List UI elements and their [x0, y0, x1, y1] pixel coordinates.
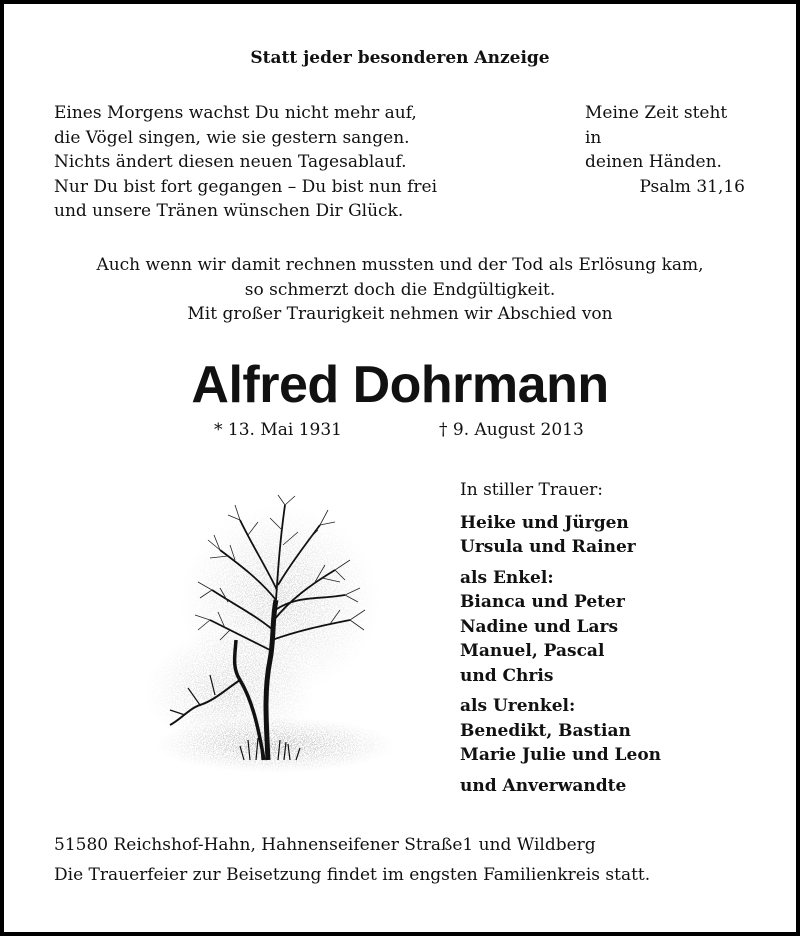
mourner-group-label: als Enkel:	[460, 567, 554, 588]
mourners-list	[460, 478, 661, 804]
intro-text	[0, 253, 800, 327]
notice-footer	[54, 830, 650, 890]
poem-line: und unsere Tränen wünschen Dir Glück.	[54, 201, 404, 221]
mourner-name: Bianca und Peter	[460, 592, 625, 612]
psalm-quote	[585, 101, 745, 199]
intro-line: so schmerzt doch die Endgültigkeit.	[244, 279, 556, 300]
psalm-reference: Psalm 31,16	[639, 176, 745, 197]
death-date: † 9. August 2013	[439, 420, 584, 440]
mourner-name: Benedikt, Bastian	[460, 720, 631, 741]
mourner-name: und Anverwandte	[460, 775, 627, 796]
mourner-name: und Chris	[460, 665, 554, 686]
mourner-group	[460, 511, 661, 560]
tree-illustration	[140, 490, 410, 780]
address: 51580 Reichshof-Hahn, Hahnenseifener Straße1 und Wildberg	[54, 835, 596, 855]
mourner-group-label: als Urenkel:	[460, 696, 576, 716]
tree-icon	[140, 490, 410, 780]
mourner-name: Manuel, Pascal	[460, 641, 605, 661]
poem-line: Nichts ändert diesen neuen Tagesablauf.	[54, 152, 407, 172]
mourner-name: Nadine und Lars	[460, 616, 619, 637]
poem	[54, 101, 437, 224]
notice-heading: Statt jeder besonderen Anzeige	[250, 48, 550, 68]
birth-date: * 13. Mai 1931	[214, 420, 342, 440]
psalm-line: Meine Zeit steht in	[585, 103, 728, 148]
mourner-name: Ursula und Rainer	[460, 537, 636, 557]
mourners-lead: In stiller Trauer:	[460, 480, 603, 500]
intro-line: Mit großer Traurigkeit nehmen wir Abschied von	[187, 304, 613, 324]
psalm-line: deinen Händen.	[585, 152, 722, 172]
deceased-name: Alfred Dohrmann	[191, 356, 609, 414]
mourner-name: Marie Julie und Leon	[460, 745, 662, 765]
poem-line: die Vögel singen, wie sie gestern sangen.	[54, 127, 410, 148]
intro-line: Auch wenn wir damit rechnen mussten und der Tod als Erlösung kam,	[96, 255, 704, 275]
mourner-group	[460, 566, 661, 689]
poem-line: Nur Du bist fort gegangen – Du bist nun frei	[54, 176, 438, 197]
ceremony-note: Die Trauerfeier zur Beisetzung findet im engsten Familienkreis statt.	[54, 865, 651, 885]
mourner-group	[460, 774, 661, 799]
mourner-name: Heike und Jürgen	[460, 512, 629, 533]
poem-line: Eines Morgens wachst Du nicht mehr auf,	[54, 103, 417, 123]
mourner-group	[460, 694, 661, 768]
